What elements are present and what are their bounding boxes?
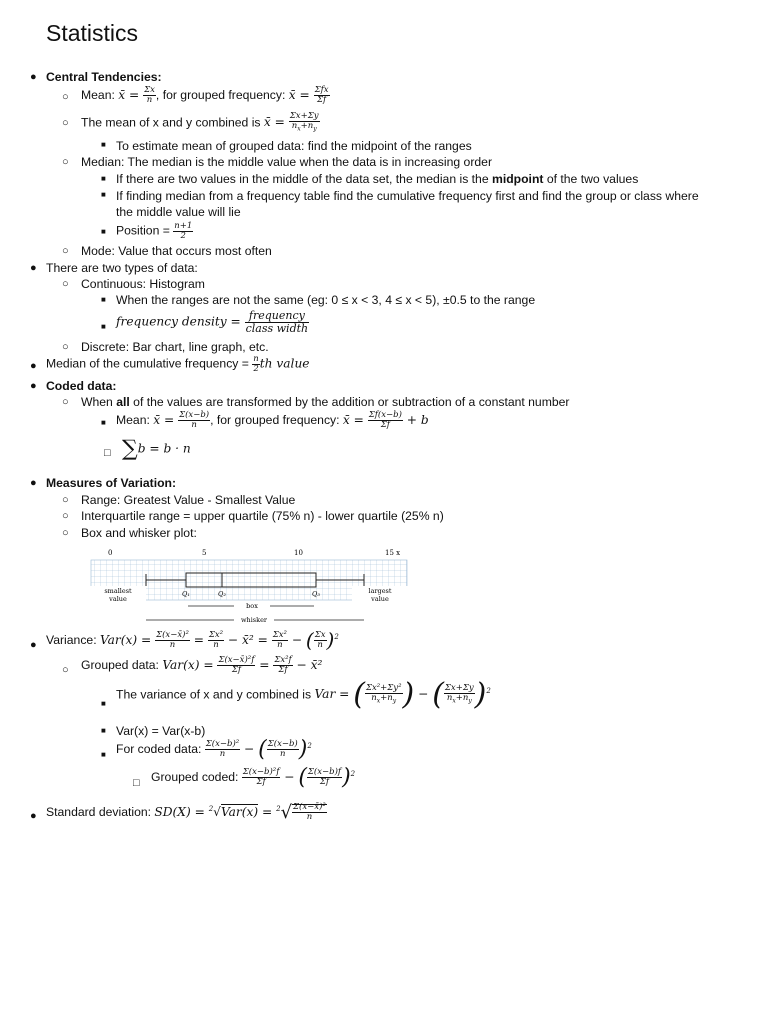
frequency-density-label: frequency density = [116,314,245,329]
bullet-icon: ● [30,262,37,274]
grouped-coded-formula: $\frac{\text{Σ(x−b)²f}}{\Sigma f}$ − ( $\frac{\Sigma(x-b)f}{\Sigma f}$ )$^2$ [242,765,356,791]
sd-line [46,802,327,822]
grouped-variance-line [81,656,322,675]
variance-line [46,628,339,653]
variance-label: Variance: [46,633,100,648]
coded-variance-line [116,737,312,763]
circle-bullet-icon: ○ [62,278,69,290]
combined-mean-label: The mean of x and y combined is [81,115,264,130]
sum-b-formula: b = b · n [137,441,191,456]
circle-bullet-icon: ○ [62,494,69,506]
coded-when-text: When [81,395,117,409]
hollow-square-bullet-icon: □ [133,777,140,789]
box-label: box [246,602,258,610]
grouped-variance-formula: Var(x) = $\frac{\text{Σ(x−x̄)²f}}{\Sigma f}$ = $\frac{\text{Σx²f}}{\Sigma f}$ − x̄² [162,655,323,675]
grouped-variance-label: Grouped data: [81,658,163,672]
circle-bullet-icon: ○ [62,664,69,676]
box-whisker-plot [88,546,410,628]
square-bullet-icon: ■ [101,190,106,199]
bullet-icon: ● [30,477,37,489]
bullet-icon: ● [30,639,37,651]
combined-variance-label: The variance of x and y combined is [116,687,315,702]
smallest-label: smallest [104,587,132,595]
q3-label: Q₃ [312,590,320,598]
grouped-coded-label: Grouped coded: [151,770,242,785]
square-bullet-icon: ■ [101,699,106,708]
coded-grouped-formula: x̄ = $\frac{\Sigma f(x-b)}{\Sigma f}$ + b [342,410,429,430]
boxplot-text: Box and whisker plot: [81,526,197,540]
circle-bullet-icon: ○ [62,527,69,539]
bullet-icon: ● [30,380,37,392]
types-heading: There are two types of data: [46,261,198,275]
summation-icon: ∑ [122,436,138,462]
combined-mean-line [81,112,320,134]
coded-grouped-label: , for grouped frequency: [210,413,343,427]
square-bullet-icon: ■ [101,174,106,183]
position-label: Position = [116,223,174,238]
square-bullet-icon: ■ [101,295,106,304]
circle-bullet-icon: ○ [62,510,69,522]
coded-heading: Coded data: [46,379,117,393]
median-cumulative-label: Median of the cumulative frequency = [46,356,253,371]
median-cumulative-formula: $\frac{n}{2}$ [253,354,259,374]
range-text: Range: Greatest Value - Smallest Value [81,493,296,507]
combined-variance-line [116,677,491,713]
square-bullet-icon: ■ [101,418,106,427]
sd-label: Standard deviation: [46,805,155,820]
median-cumulative-line [46,355,310,374]
square-bullet-icon: ■ [101,750,106,759]
th-value-text: th value [259,356,310,371]
median-two-tail: of the two values [543,172,639,186]
median-table-line-2: the middle value will lie [116,205,241,219]
square-bullet-icon: ■ [101,726,106,735]
circle-bullet-icon: ○ [62,396,69,408]
tick-label: 0 [108,549,113,557]
tick-label: 5 [202,549,207,557]
frequency-density-line [116,310,309,335]
position-line [116,222,193,241]
iqr-text: Interquartile range = upper quartile (75% n) - lower quartile (25% n) [81,509,444,523]
median-two-values [116,172,638,187]
bullet-icon: ● [30,810,37,822]
circle-bullet-icon: ○ [62,341,69,353]
coded-variance-label: For coded data: [116,742,205,757]
grouped-coded-line [151,765,356,791]
central-heading: Central Tendencies: [46,70,162,84]
hollow-square-bullet-icon: □ [104,447,111,459]
median-two-text: If there are two values in the middle of the data set, the median is the [116,172,492,186]
coded-mean-formula: x̄ = $\frac{\Sigma(x-b)}{n}$ [153,410,210,430]
coded-when-tail: of the values are transformed by the addition or subtraction of a constant number [129,395,570,409]
circle-bullet-icon: ○ [62,117,69,129]
square-bullet-icon: ■ [101,322,106,331]
tick-label: 15 x [385,549,401,557]
frequency-density-formula: $\frac{\text{frequency}}{\text{class width}}$ [245,309,309,335]
estimate-text: To estimate mean of grouped data: find the midpoint of the ranges [116,139,472,153]
smallest-label: value [109,595,127,603]
variation-heading: Measures of Variation: [46,476,177,490]
sum-b-line [122,436,191,462]
largest-label: value [371,595,389,603]
q1-label: Q₁ [182,590,190,598]
variance-shift-text: Var(x) = Var(x-b) [116,724,206,738]
circle-bullet-icon: ○ [62,91,69,103]
square-bullet-icon: ■ [101,140,106,149]
square-bullet-icon: ■ [101,227,106,236]
median-text: Median: The median is the middle value when the data is in increasing order [81,155,493,169]
discrete-text: Discrete: Bar chart, line graph, etc. [81,340,269,354]
continuous-text: Continuous: Histogram [81,277,205,291]
circle-bullet-icon: ○ [62,245,69,257]
coded-variance-formula: $\frac{\text{Σ(x−b)²}}{n}$ − ( $\frac{\Sigma(x-b)}{n}$ )$^2$ [205,737,312,763]
coded-when-line [81,395,569,410]
tick-label: 10 [294,549,303,557]
bullet-icon: ● [30,360,37,372]
variance-formula: Var(x) = $\frac{\text{Σ(x−x̄)²}}{n}$ = $\frac{\text{Σx²}}{n}$ − x̄² = $\frac{\text{Σx²}}{n}$ − ( $\frac{\Sigma x}{n}$ )$^2$ [99,628,339,653]
mean-grouped-label: , for grouped frequency: [155,88,289,102]
position-formula: $\frac{n+1}{2}$ [174,221,193,241]
grouped-mean-formula: x̄ = $\frac{\text{Σfx}}{\Sigma f}$ [288,85,329,105]
bullet-icon: ● [30,71,37,83]
whisker-label: whisker [240,616,268,624]
mode-text: Mode: Value that occurs most often [81,244,272,258]
median-table-line-1: If finding median from a frequency table find the cumulative frequency first and find the group or class where [116,189,699,203]
midpoint-word: midpoint [492,172,544,186]
mean-formula: x̄ = $\frac{\Sigma x}{n}$ [118,85,155,105]
ranges-text: When the ranges are not the same (eg: 0 ≤ x < 3, 4 ≤ x < 5), ±0.5 to the range [116,293,536,307]
circle-bullet-icon: ○ [62,156,69,168]
mean-line [81,86,330,105]
coded-mean-label: Mean: [116,413,154,427]
mean-label: Mean: [81,88,119,102]
combined-mean-formula: x̄ = $\frac{\Sigma x+\Sigma y}{n_x+n_y}$ [263,111,319,133]
largest-label: largest [368,587,392,595]
all-word: all [116,395,130,409]
q2-label: Q₂ [218,590,226,598]
coded-mean-line [116,411,429,430]
sd-formula: SD(X) = $^2$√Var(x) = $^2$√ $\frac{\text{Σ(x−x̄)²}}{n}$ [154,802,326,824]
combined-variance-formula: Var = ( $\frac{\text{Σx²+Σy²}}{n_x+n_y}$ ) − ( $\frac{\Sigma x+\Sigma y}{n_x+n_y}$ )$^2$ [314,677,491,713]
page-title: Statistics [46,20,139,46]
